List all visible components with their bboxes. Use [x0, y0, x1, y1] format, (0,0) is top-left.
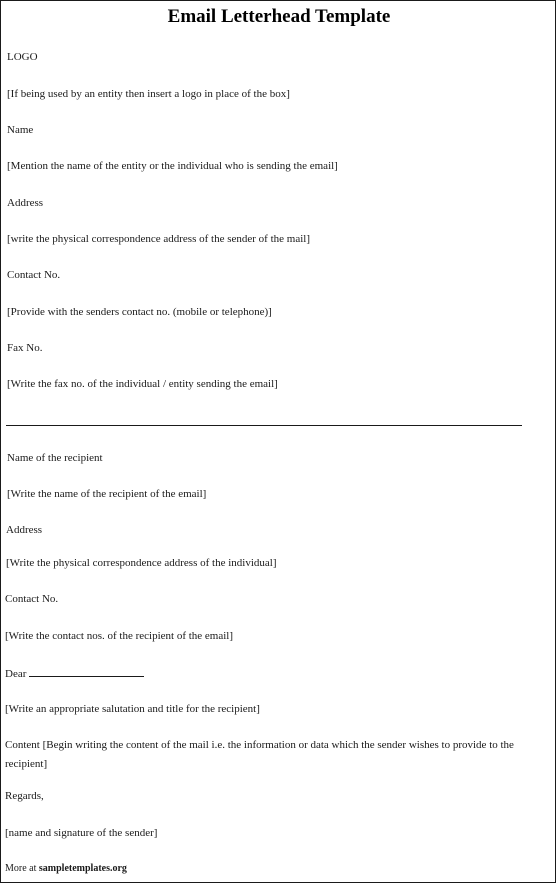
footer-credit	[5, 862, 127, 876]
salutation-hint: [Write an appropriate salutation and title for the recipient]	[5, 703, 260, 715]
dear-blank-line	[29, 665, 144, 677]
dear-row	[5, 665, 144, 681]
logo-hint: [If being used by an entity then insert a logo in place of the box]	[7, 88, 290, 100]
sender-contact-hint: [Provide with the senders contact no. (mobile or telephone)]	[7, 306, 272, 318]
footer-site-link[interactable]: sampletemplates.org	[38, 863, 127, 874]
sender-name-label: Name	[7, 124, 34, 136]
sender-contact-label: Contact No.	[7, 269, 61, 281]
recipient-contact-label: Contact No.	[5, 593, 59, 605]
signature-hint: [name and signature of the sender]	[5, 827, 158, 839]
content-paragraph: Content [Begin writing the content of the mail i.e. the information or data which the sender wishes to provide to the recipient]	[5, 739, 514, 770]
sender-address-hint: [write the physical correspondence address of the sender of the mail]	[7, 233, 310, 245]
recipient-contact-hint: [Write the contact nos. of the recipient of the email]	[5, 630, 234, 642]
recipient-address-hint: [Write the physical correspondence address of the individual]	[6, 557, 277, 569]
regards-text: Regards,	[5, 790, 44, 802]
logo-label: LOGO	[7, 51, 38, 63]
document-title: Email Letterhead Template	[167, 6, 391, 27]
recipient-name-hint: [Write the name of the recipient of the email]	[7, 488, 207, 500]
recipient-name-label: Name of the recipient	[7, 452, 103, 464]
footer-prefix: More at	[5, 863, 37, 874]
sender-address-label: Address	[7, 197, 44, 209]
dear-label: Dear	[5, 668, 27, 680]
sender-fax-hint: [Write the fax no. of the individual / entity sending the email]	[7, 378, 278, 390]
recipient-address-label: Address	[6, 524, 43, 536]
section-divider	[6, 425, 522, 426]
sender-fax-label: Fax No.	[7, 342, 43, 354]
sender-name-hint: [Mention the name of the entity or the individual who is sending the email]	[7, 160, 338, 172]
